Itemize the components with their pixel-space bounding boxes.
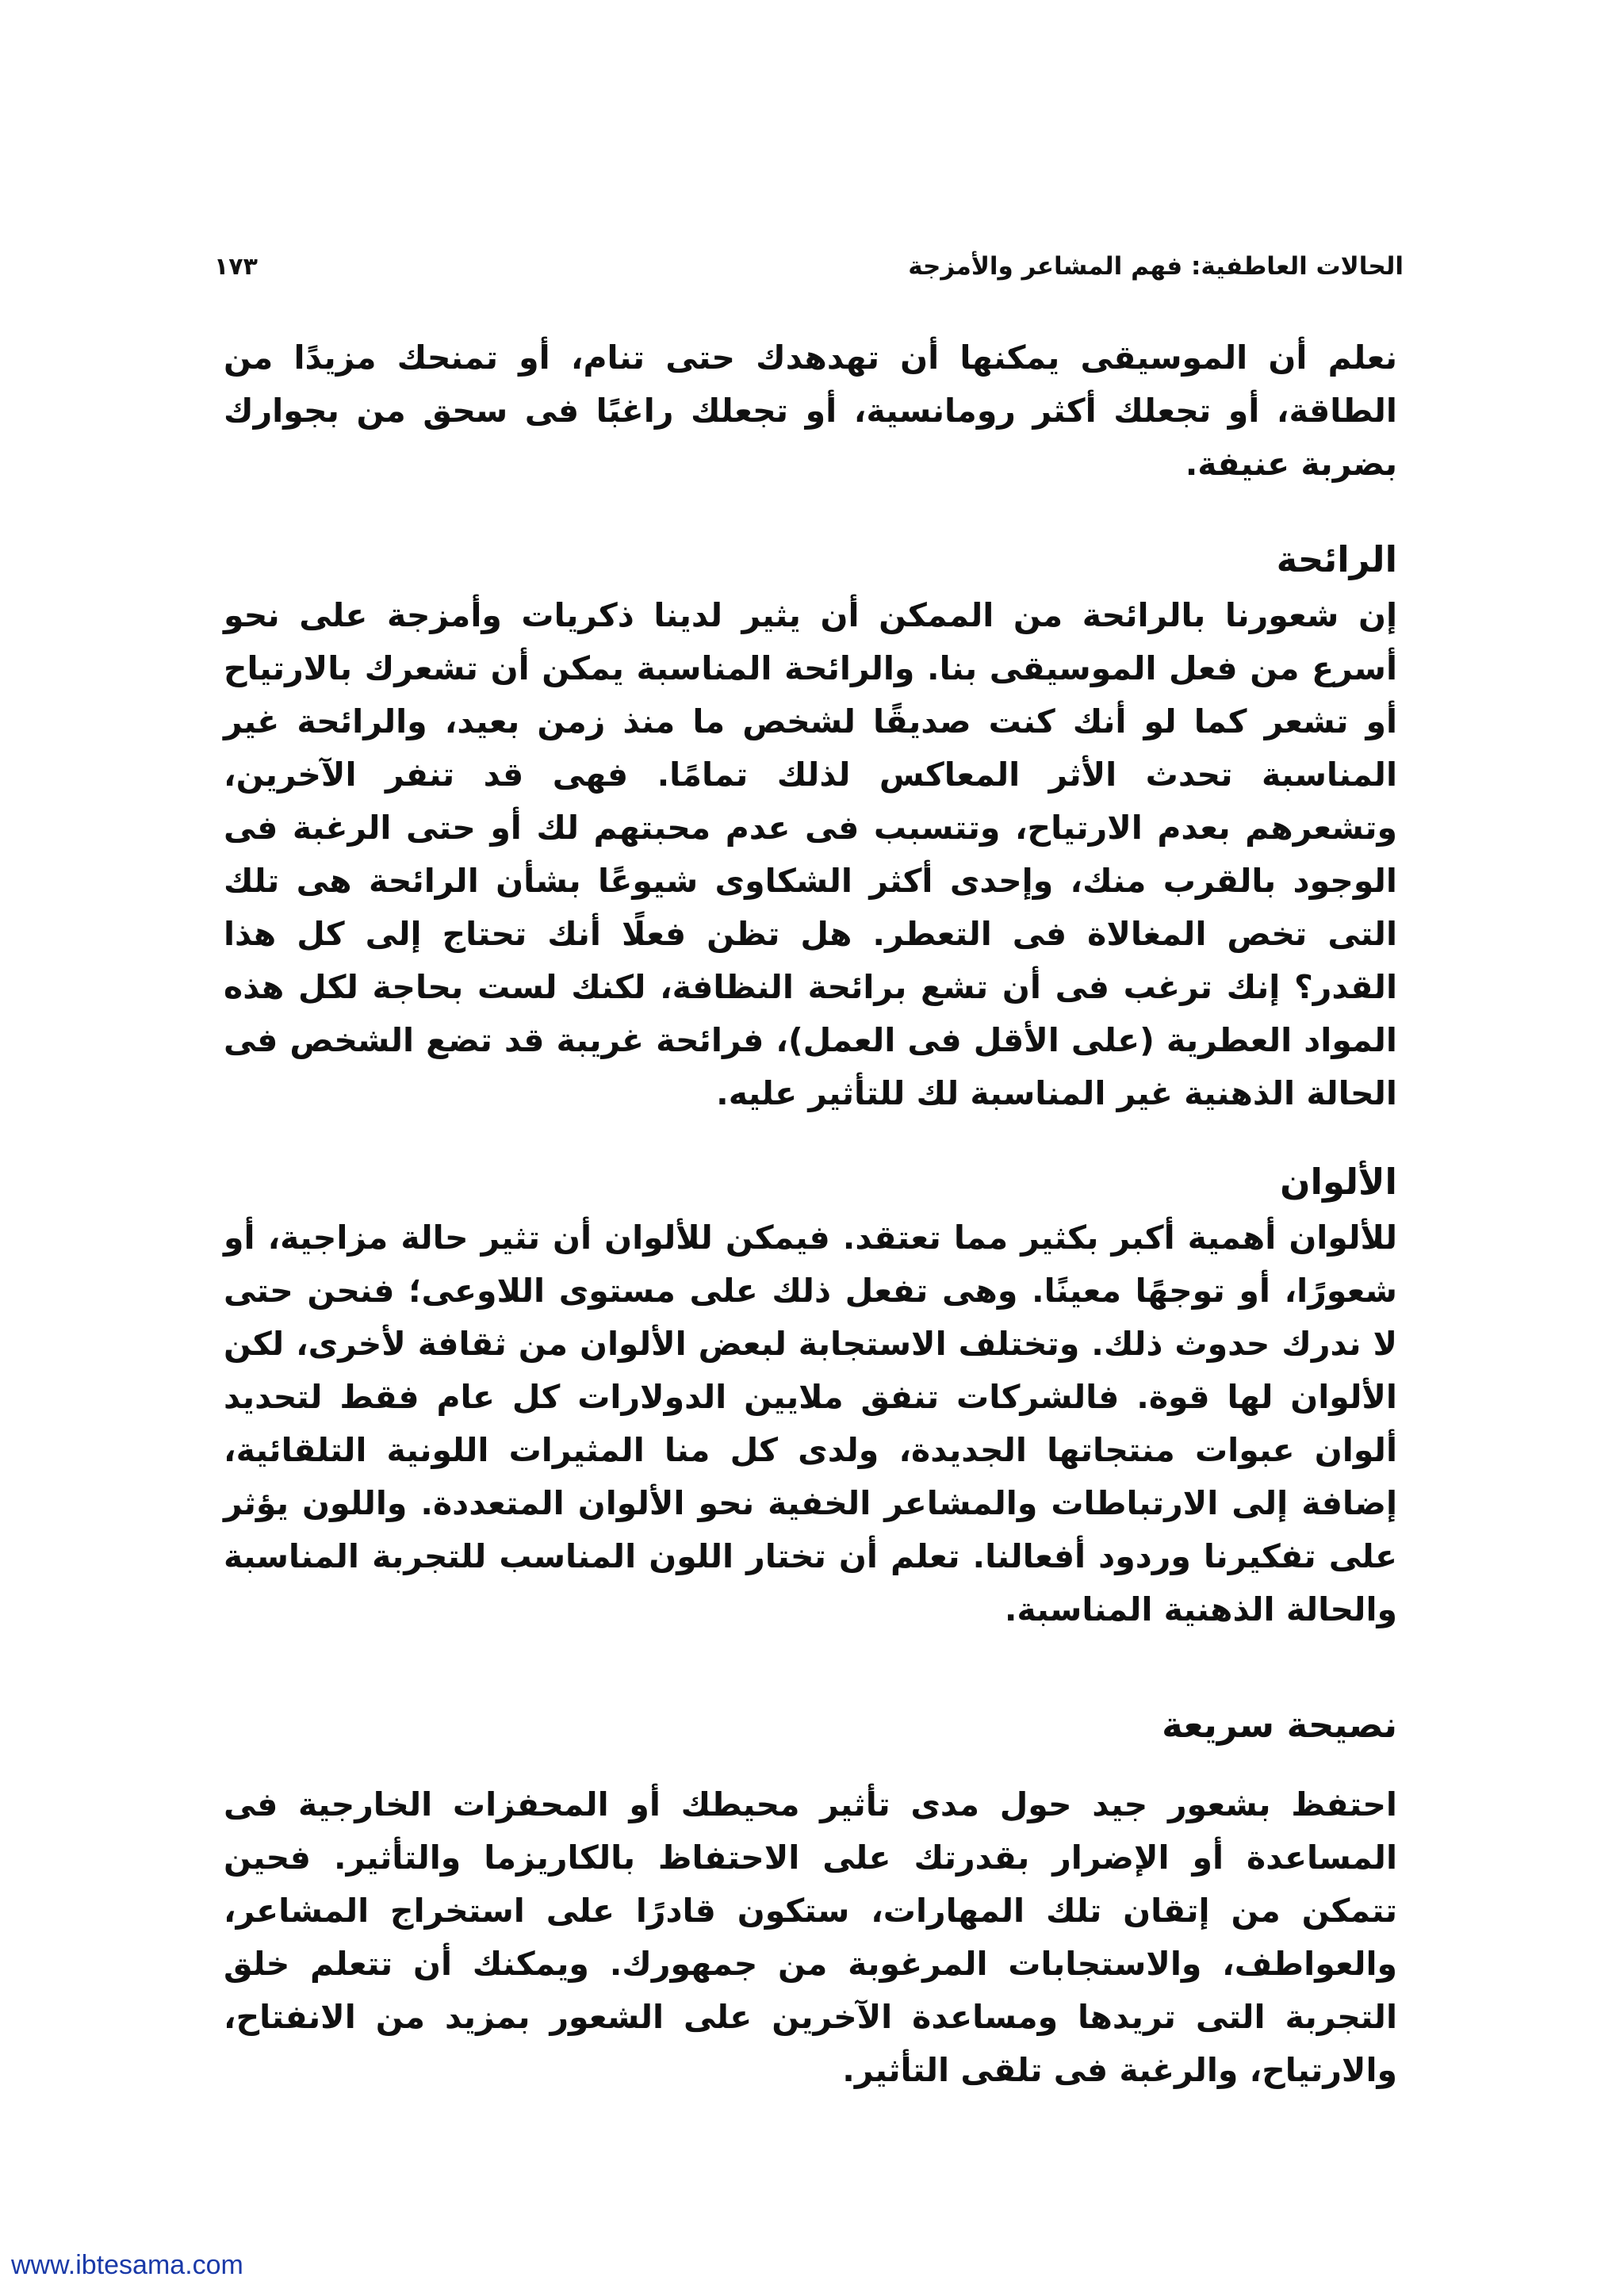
section-heading-smell: الرائحة — [1276, 538, 1397, 580]
running-header — [214, 252, 1404, 281]
colors-paragraph: للألوان أهمية أكبر بكثير مما تعتقد. فيمكن للألوان أن تثير حالة مزاجية، أو شعورًا، أو توجهًا معينًا. وهى تفعل ذلك على مستوى اللاوعى؛ فنحن حتى لا ندرك حدوث ذلك. وتختلف الاستجابة لبعض الألوان من ثقافة لأخرى، لكن الألوان لها قوة. فالشركات تنفق ملايين الدولارات كل عام فقط لتحديد ألوان عبوات منتجاتها الجديدة، ولدى كل منا المثيرات اللونية التلقائية، إضافة إلى الارتباطات والمشاعر الخفية نحو الألوان المتعددة. واللون يؤثر على تفكيرنا وردود أفعالنا. تعلم أن تختار اللون المناسب للتجربة المناسبة والحالة الذهنية المناسبة. — [224, 1219, 1397, 1628]
section-heading-quick-tip: نصيحة سريعة — [1162, 1704, 1397, 1746]
page-content — [224, 331, 1397, 2097]
section-heading-colors: الألوان — [1280, 1161, 1397, 1203]
running-title: الحالات العاطفية: فهم المشاعر والأمزجة — [908, 252, 1404, 281]
site-watermark: www.ibtesama.com — [11, 2250, 243, 2280]
quick-tip-paragraph: احتفظ بشعور جيد حول مدى تأثير محيطك أو المحفزات الخارجية فى المساعدة أو الإضرار بقدرتك على الاحتفاظ بالكاريزما والتأثير. فحين تتمكن من إتقان تلك المهارات، ستكون قادرًا على استخراج المشاعر، والعواطف، والاستجابات المرغوبة من جمهورك. ويمكنك أن تتعلم خلق التجربة التى تريدها ومساعدة الآخرين على الشعور بمزيد من الانفتاح، والارتياح، والرغبة فى تلقى التأثير. — [224, 1785, 1397, 2089]
intro-paragraph: نعلم أن الموسيقى يمكنها أن تهدهدك حتى تنام، أو تمنحك مزيدًا من الطاقة، أو تجعلك أكثر رومانسية، أو تجعلك راغبًا فى سحق من بجوارك بضربة عنيفة. — [224, 339, 1397, 483]
smell-paragraph: إن شعورنا بالرائحة من الممكن أن يثير لدينا ذكريات وأمزجة على نحو أسرع من فعل الموسيقى بنا. والرائحة المناسبة يمكن أن تشعرك بالارتياح أو تشعر كما لو أنك كنت صديقًا لشخص ما منذ زمن بعيد، والرائحة غير المناسبة تحدث الأثر المعاكس لذلك تمامًا. فهى قد تنفر الآخرين، وتشعرهم بعدم الارتياح، وتتسبب فى عدم محبتهم لك أو حتى الرغبة فى الوجود بالقرب منك، وإحدى أكثر الشكاوى شيوعًا بشأن الرائحة هى تلك التى تخص المغالاة فى التعطر. هل تظن فعلًا أنك تحتاج إلى كل هذا القدر؟ إنك ترغب فى أن تشع برائحة النظافة، لكنك لست بحاجة لكل هذه المواد العطرية (على الأقل فى العمل)، فرائحة غريبة قد تضع الشخص فى الحالة الذهنية غير المناسبة لك للتأثير عليه. — [224, 596, 1397, 1112]
page-number: ١٧٣ — [214, 253, 258, 281]
